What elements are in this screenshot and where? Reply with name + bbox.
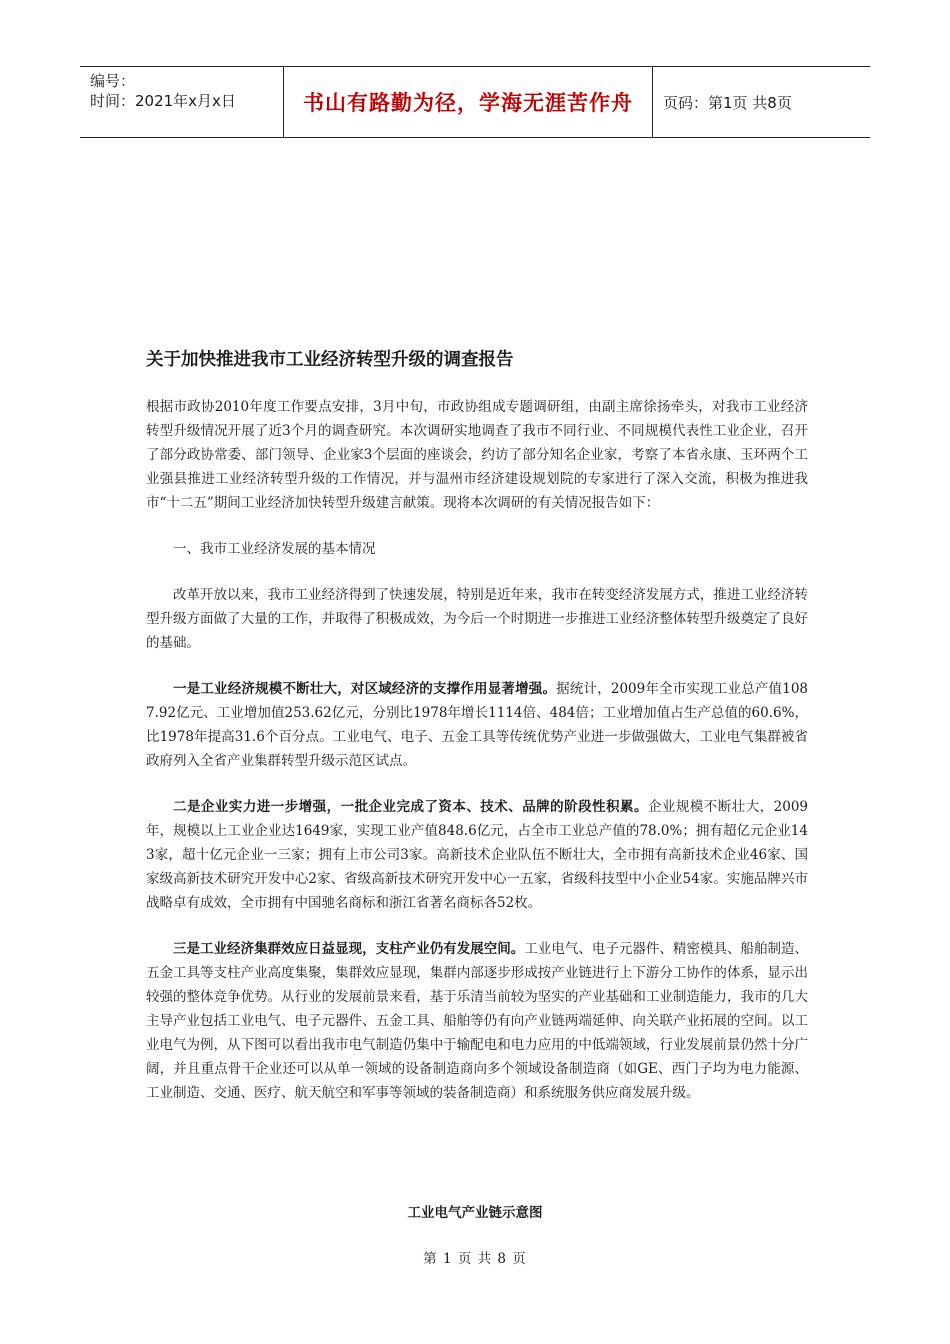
section-intro-paragraph: 改革开放以来，我市工业经济得到了快速发展，特别是近年来，我市在转变经济发展方式，推进工业经济转型升级方面做了大量的工作，并取得了积极成效，为今后一个时期进一步推进工业经济整体转型升级奠定了良好的基础。 <box>146 587 808 651</box>
header-meta <box>80 67 283 137</box>
header-motto: 书山有路勤为径，学海无涯苦作舟 <box>283 67 653 137</box>
point-one-lead: 一是工业经济规模不断壮大，对区域经济的支撑作用显著增强。 <box>173 681 557 697</box>
time-label: 时间：2021年x月x日 <box>90 92 236 110</box>
point-one-paragraph <box>146 677 808 773</box>
intro-paragraph: 根据市政协2010年度工作要点安排，3月中旬，市政协组成专题调研组，由副主席徐扬牵头，对我市工业经济转型升级情况开展了近3个月的调查研究。本次调研实地调查了我市不同行业、不同规模代表性工业企业，召开了部分政协常委、部门领导、企业家3个层面的座谈会，约访了部分知名企业家，考察了本省永康、玉环两个工业强县推进工业经济转型升级的工作情况，并与温州市经济建设规划院的专家进行了深入交流，积极为推进我市“十二五”期间工业经济加快转型升级建言献策。现将本次调研的有关情况报告如下： <box>146 399 808 511</box>
point-three-lead: 三是工业经济集群效应日益显现，支柱产业仍有发展空间。 <box>173 941 525 957</box>
document-body <box>146 395 808 1127</box>
point-two-text: 企业规模不断壮大，2009年，规模以上工业企业达1649家，实现工业产值848.6亿元，占全市工业总产值的78.0%；拥有超亿元企业143家，超十亿元企业一三家；拥有上市公司3家。高新技术企业队伍不断壮大，全市拥有高新技术企业46家、国家级高新技术研究开发中心2家、省级高新技术研究开发中心一五家，省级科技型中小企业54家。实施品牌兴市战略卓有成效，全市拥有中国驰名商标和浙江省著名商标各52枚。 <box>146 799 809 911</box>
page-footer: 第 1 页 共 8 页 <box>423 1251 527 1267</box>
point-one-text: 据统计，2009年全市实现工业总产值1087.92亿元、工业增加值253.62亿元，分别比1978年增长1114倍、484倍；工业增加值占生产总值的60.6%，比1978年提高31.6个百分点。工业电气、电子、五金工具等传统优势产业进一步做强做大，工业电气集群被省政府列入全省产业集群转型升级示范区试点。 <box>146 681 809 769</box>
point-three-text: 工业电气、电子元器件、精密模具、船舶制造、五金工具等支柱产业高度集聚，集群效应显现，集群内部逐步形成按产业链进行上下游分工协作的体系，显示出较强的整体竞争优势。从行业的发展前景来看，基于乐清当前较为坚实的产业基础和工业制造能力，我市的几大主导产业包括工业电气、电子元器件、五金工具、船舶等仍有向产业链两端延伸、向关联产业拓展的空间。以工业电气为例，从下图可以看出我市电气制造仍集中于输配电和电力应用的中低端领域，行业发展前景仍然十分广阔，并且重点骨干企业还可以从单一领域的设备制造商向多个领域设备制造商（如GE、西门子均为电力能源、工业制造、交通、医疗、航天航空和军事等领域的装备制造商）和系统服务供应商发展升级。 <box>146 941 809 1101</box>
point-two-lead: 二是企业实力进一步增强，一批企业完成了资本、技术、品牌的阶段性积累。 <box>173 799 648 815</box>
code-label: 编号： <box>90 72 136 90</box>
point-two-paragraph <box>146 795 808 915</box>
figure-caption: 工业电气产业链示意图 <box>407 1205 543 1221</box>
header-page-info: 页码：第1页 共8页 <box>663 93 792 112</box>
document-title: 关于加快推进我市工业经济转型升级的调查报告 <box>146 350 514 370</box>
point-three-paragraph <box>146 937 808 1105</box>
section-heading: 一、我市工业经济发展的基本情况 <box>173 541 376 557</box>
page-header <box>80 66 870 138</box>
